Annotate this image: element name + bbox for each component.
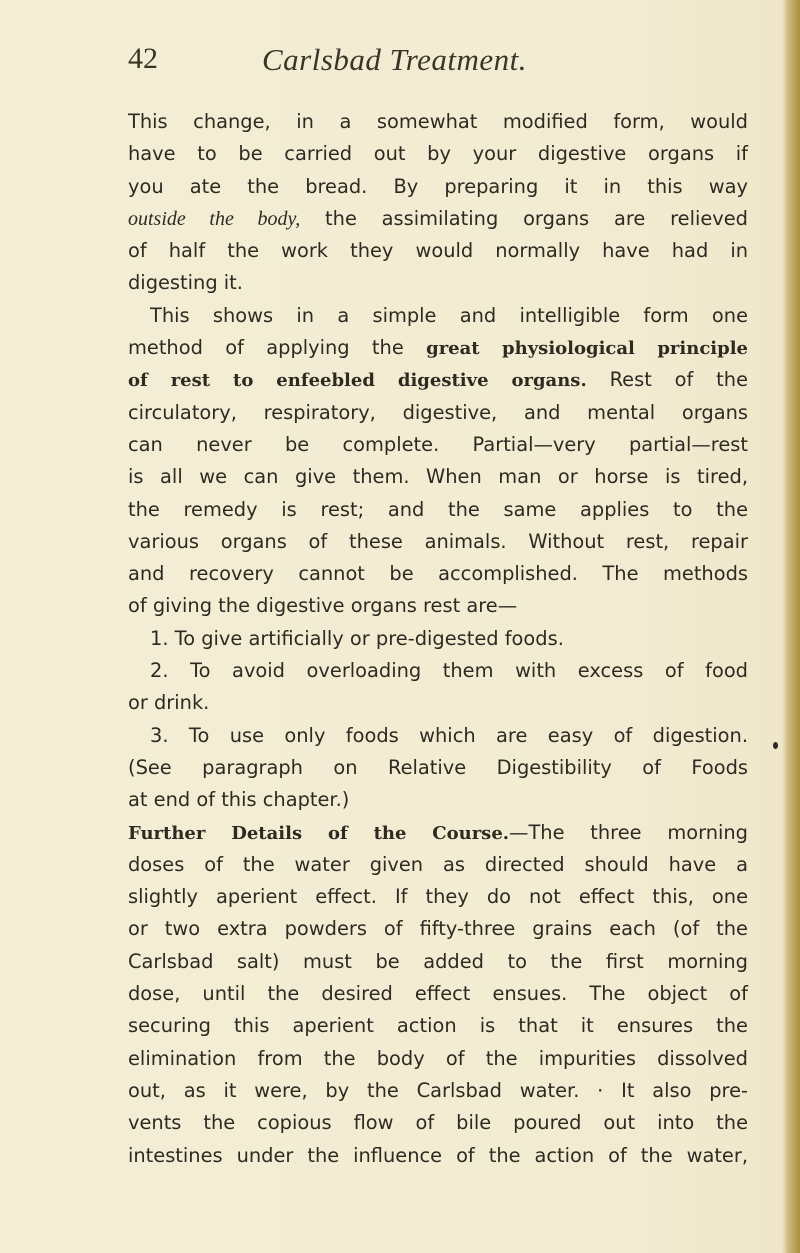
- list-item: 3. To use only foods which are easy of digestion.: [150, 723, 748, 747]
- text-line: [128, 332, 748, 364]
- text-line: is all we can give them. When man or horse is tired,: [128, 465, 748, 489]
- text-line: [128, 817, 748, 849]
- section-heading: Further Details of the Course.: [128, 822, 510, 844]
- text-line: of giving the digestive organs rest are—: [128, 594, 518, 618]
- list-item: 2. To avoid overloading them with excess of food: [150, 659, 748, 683]
- text-line: doses of the water given as directed should have a: [128, 852, 748, 876]
- text-line: vents the copious flow of bile poured out into the: [128, 1111, 748, 1135]
- text-line: (See paragraph on Relative Digestibility of Foods: [128, 755, 748, 779]
- text-line: slightly aperient effect. If they do not effect this, one: [128, 885, 748, 909]
- text-line: [128, 364, 748, 396]
- text-line: dose, until the desired effect ensues. The object of: [128, 982, 748, 1006]
- page-number: 42: [128, 42, 158, 75]
- text-line: you ate the bread. By preparing it in this way: [128, 174, 748, 198]
- text-line: or drink.: [128, 691, 210, 715]
- text-line: or two extra powders of fifty-three grains each (of the: [128, 917, 748, 941]
- text-line: have to be carried out by your digestive organs if: [128, 142, 748, 166]
- bold-phrase: of rest to enfeebled digestive organs.: [128, 370, 587, 392]
- text-line: elimination from the body of the impurities dissolved: [128, 1046, 748, 1070]
- text-line-start: method of applying the: [128, 336, 404, 360]
- text-line: securing this aperient action is that it ensures the: [128, 1014, 748, 1038]
- text-line: can never be complete. Partial—very partial—rest: [128, 432, 748, 456]
- text-line: of half the work they would normally have had in: [128, 239, 748, 263]
- margin-dot: [773, 742, 778, 749]
- text-line: out, as it were, by the Carlsbad water. · It also pre-: [128, 1078, 748, 1102]
- text-line: [128, 203, 748, 235]
- text-line: and recovery cannot be accomplished. The methods: [128, 562, 748, 586]
- bold-phrase: great physiological principle: [426, 338, 748, 360]
- list-item: 1. To give artificially or pre-digested foods.: [150, 626, 564, 650]
- text-line: various organs of these animals. Without rest, repair: [128, 529, 748, 553]
- text-line: digesting it.: [128, 271, 243, 295]
- text-line-rest: —The three morning: [509, 820, 748, 844]
- running-head: Carlsbad Treatment.: [262, 42, 527, 77]
- text-line: the remedy is rest; and the same applies to the: [128, 497, 748, 521]
- text-line-rest: the assimilating organs are relieved: [325, 206, 748, 230]
- text-line: This shows in a simple and intelligible form one: [150, 303, 748, 327]
- italic-phrase: outside the body,: [128, 207, 301, 230]
- text-line: circulatory, respiratory, digestive, and mental organs: [128, 400, 748, 424]
- page-edge-shadow: [782, 0, 800, 1253]
- text-line: intestines under the influence of the action of the water,: [128, 1143, 748, 1167]
- text-line: at end of this chapter.): [128, 788, 350, 812]
- text-line: Carlsbad salt) must be added to the first morning: [128, 949, 748, 973]
- page-header: [128, 42, 748, 92]
- text-line-rest: Rest of the: [609, 368, 748, 392]
- body-text: [128, 106, 748, 1172]
- text-line: This change, in a somewhat modified form, would: [128, 110, 748, 133]
